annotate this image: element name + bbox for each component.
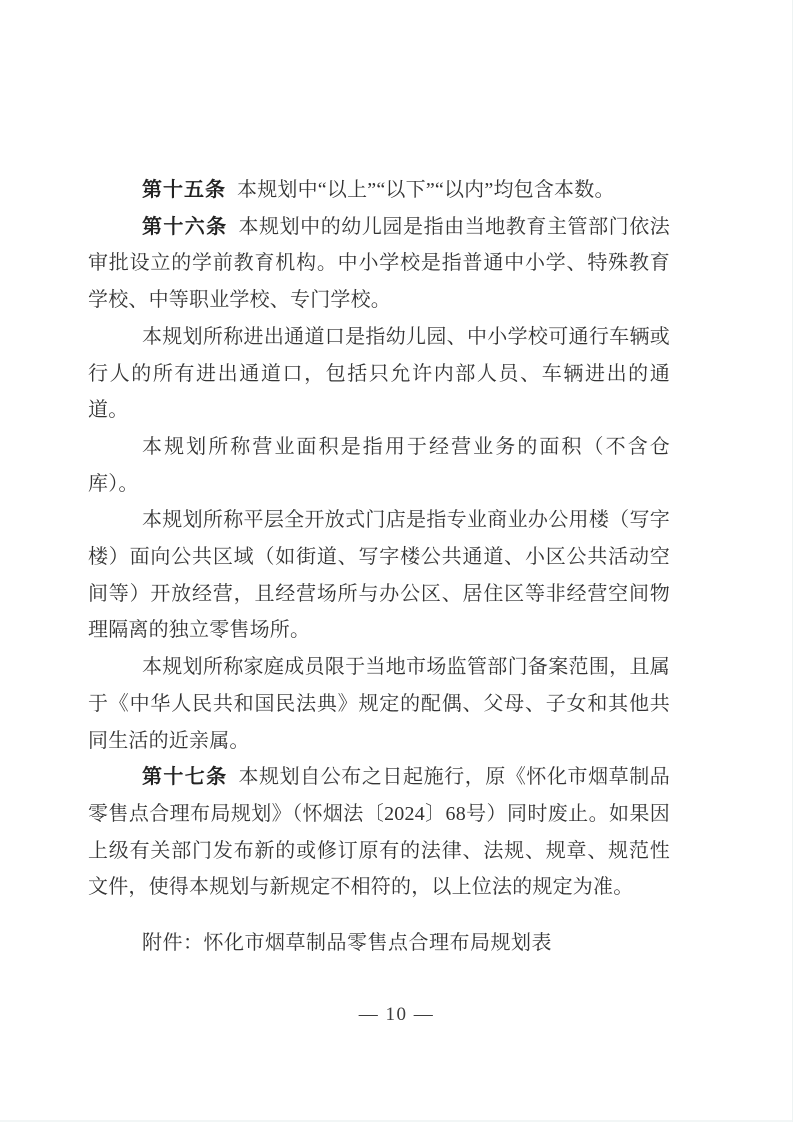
body-paragraph: [88, 429, 670, 502]
article-number: 第十七条: [142, 766, 228, 789]
article-number: 第十六条: [142, 215, 228, 238]
page-number: — 10 —: [358, 1004, 435, 1025]
paragraph-text: 本规划中的幼儿园是指由当地教育主管部门依法审批设立的学前教育机构。中小学校是指普通中小学、特殊教育学校、中等职业学校、专门学校。: [88, 215, 670, 312]
article-number: 第十五条: [142, 179, 226, 201]
paragraph-text: 本规划所称家庭成员限于当地市场监管部门备案范围，且属于《中华人民共和国民法典》规定的配偶、父母、子女和其他共同生活的近亲属。: [88, 656, 670, 752]
article-paragraph: [88, 209, 670, 319]
body-paragraph: [88, 502, 670, 649]
article-paragraph: [88, 759, 670, 906]
paragraph-text: 本规划所称营业面积是指用于经营业务的面积（不含仓库）。: [88, 435, 670, 495]
paragraph-text: 本规划中“以上”“以下”“以内”均包含本数。: [237, 179, 615, 201]
body-paragraph: [88, 649, 670, 759]
article-paragraph: [88, 172, 670, 209]
paragraph-text: 本规划所称平层全开放式门店是指专业商业办公用楼（写字楼）面向公共区域（如街道、写字楼公共通道、小区公共活动空间等）开放经营，且经营场所与办公区、居住区等非经营空间物理隔离的独立零售场所。: [88, 509, 670, 642]
paragraph-list: [88, 172, 670, 906]
paragraph-text: 本规划自公布之日起施行，原《怀化市烟草制品零售点合理布局规划》（怀烟法〔2024〕68号）同时废止。如果因上级有关部门发布新的或修订原有的法律、法规、规章、规范性文件，使得本规划与新规定不相符的，以上位法的规定为准。: [88, 766, 670, 899]
body-paragraph: [88, 319, 670, 429]
document-body: [88, 172, 670, 962]
attachment-line: 附件：怀化市烟草制品零售点合理布局规划表: [142, 932, 552, 955]
paragraph-text: 本规划所称进出通道口是指幼儿园、中小学校可通行车辆或行人的所有进出通道口，包括只允许内部人员、车辆进出的通道。: [88, 325, 670, 422]
